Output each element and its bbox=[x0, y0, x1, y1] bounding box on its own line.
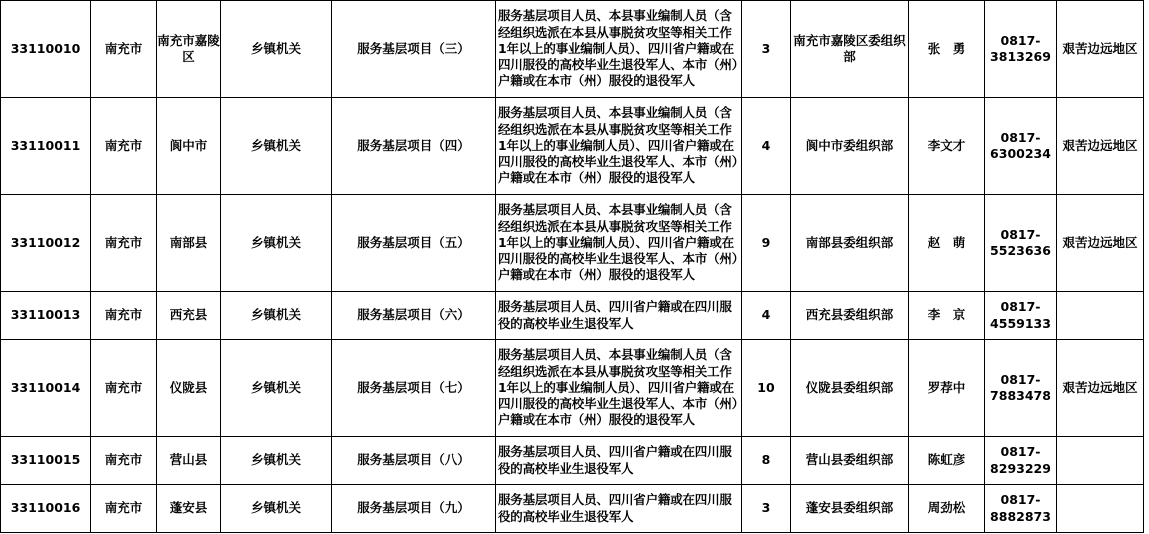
table-row bbox=[1, 1, 1144, 98]
org-cell: 乡镇机关 bbox=[221, 195, 332, 292]
unit-cell: 南部县委组织部 bbox=[791, 195, 909, 292]
count-cell: 10 bbox=[742, 340, 791, 437]
project-cell: 服务基层项目（九） bbox=[332, 485, 496, 533]
unit-cell: 蓬安县委组织部 bbox=[791, 485, 909, 533]
project-cell: 服务基层项目（三） bbox=[332, 1, 496, 98]
count-cell: 3 bbox=[742, 1, 791, 98]
requirement-cell: 服务基层项目人员、四川省户籍或在四川服役的高校毕业生退役军人 bbox=[496, 292, 742, 340]
requirement-cell: 服务基层项目人员、四川省户籍或在四川服役的高校毕业生退役军人 bbox=[496, 485, 742, 533]
position-code: 33110016 bbox=[1, 485, 91, 533]
unit-cell: 西充县委组织部 bbox=[791, 292, 909, 340]
phone-cell: 0817-5523636 bbox=[985, 195, 1057, 292]
position-code: 33110013 bbox=[1, 292, 91, 340]
unit-cell: 阆中市委组织部 bbox=[791, 98, 909, 195]
county-cell: 蓬安县 bbox=[157, 485, 221, 533]
table-row bbox=[1, 340, 1144, 437]
requirement-cell: 服务基层项目人员、本县事业编制人员（含经组织选派在本县从事脱贫攻坚等相关工作1年以上的事业编制人员）、四川省户籍或在四川服役的高校毕业生退役军人、本市（州）户籍或在本市（州）服役的退役军人 bbox=[496, 340, 742, 437]
area-cell: 艰苦边远地区 bbox=[1057, 98, 1144, 195]
phone-cell: 0817-8293229 bbox=[985, 437, 1057, 485]
unit-cell: 营山县委组织部 bbox=[791, 437, 909, 485]
city-cell: 南充市 bbox=[91, 1, 157, 98]
contact-cell: 周劲松 bbox=[909, 485, 985, 533]
county-cell: 阆中市 bbox=[157, 98, 221, 195]
count-cell: 9 bbox=[742, 195, 791, 292]
contact-cell: 张 勇 bbox=[909, 1, 985, 98]
project-cell: 服务基层项目（八） bbox=[332, 437, 496, 485]
position-code: 33110012 bbox=[1, 195, 91, 292]
position-code: 33110011 bbox=[1, 98, 91, 195]
city-cell: 南充市 bbox=[91, 340, 157, 437]
city-cell: 南充市 bbox=[91, 292, 157, 340]
count-cell: 8 bbox=[742, 437, 791, 485]
contact-cell: 罗荐中 bbox=[909, 340, 985, 437]
table-row bbox=[1, 485, 1144, 533]
project-cell: 服务基层项目（六） bbox=[332, 292, 496, 340]
city-cell: 南充市 bbox=[91, 98, 157, 195]
area-cell bbox=[1057, 437, 1144, 485]
requirement-cell: 服务基层项目人员、本县事业编制人员（含经组织选派在本县从事脱贫攻坚等相关工作1年以上的事业编制人员）、四川省户籍或在四川服役的高校毕业生退役军人、本市（州）户籍或在本市（州）服役的退役军人 bbox=[496, 98, 742, 195]
phone-cell: 0817-6300234 bbox=[985, 98, 1057, 195]
count-cell: 4 bbox=[742, 98, 791, 195]
contact-cell: 赵 萌 bbox=[909, 195, 985, 292]
city-cell: 南充市 bbox=[91, 195, 157, 292]
area-cell bbox=[1057, 485, 1144, 533]
contact-cell: 陈虹彦 bbox=[909, 437, 985, 485]
org-cell: 乡镇机关 bbox=[221, 340, 332, 437]
org-cell: 乡镇机关 bbox=[221, 98, 332, 195]
position-code: 33110014 bbox=[1, 340, 91, 437]
table-row bbox=[1, 292, 1144, 340]
table-row bbox=[1, 195, 1144, 292]
org-cell: 乡镇机关 bbox=[221, 1, 332, 98]
area-cell: 艰苦边远地区 bbox=[1057, 1, 1144, 98]
city-cell: 南充市 bbox=[91, 437, 157, 485]
area-cell bbox=[1057, 292, 1144, 340]
project-cell: 服务基层项目（四） bbox=[332, 98, 496, 195]
org-cell: 乡镇机关 bbox=[221, 485, 332, 533]
county-cell: 西充县 bbox=[157, 292, 221, 340]
city-cell: 南充市 bbox=[91, 485, 157, 533]
area-cell: 艰苦边远地区 bbox=[1057, 195, 1144, 292]
table-row bbox=[1, 437, 1144, 485]
position-code: 33110015 bbox=[1, 437, 91, 485]
table-row bbox=[1, 98, 1144, 195]
phone-cell: 0817-8882873 bbox=[985, 485, 1057, 533]
phone-cell: 0817-4559133 bbox=[985, 292, 1057, 340]
contact-cell: 李 京 bbox=[909, 292, 985, 340]
area-cell: 艰苦边远地区 bbox=[1057, 340, 1144, 437]
requirement-cell: 服务基层项目人员、本县事业编制人员（含经组织选派在本县从事脱贫攻坚等相关工作1年以上的事业编制人员）、四川省户籍或在四川服役的高校毕业生退役军人、本市（州）户籍或在本市（州）服役的退役军人 bbox=[496, 195, 742, 292]
phone-cell: 0817-3813269 bbox=[985, 1, 1057, 98]
county-cell: 仪陇县 bbox=[157, 340, 221, 437]
project-cell: 服务基层项目（五） bbox=[332, 195, 496, 292]
county-cell: 南部县 bbox=[157, 195, 221, 292]
county-cell: 南充市嘉陵区 bbox=[157, 1, 221, 98]
count-cell: 3 bbox=[742, 485, 791, 533]
contact-cell: 李文才 bbox=[909, 98, 985, 195]
county-cell: 营山县 bbox=[157, 437, 221, 485]
org-cell: 乡镇机关 bbox=[221, 437, 332, 485]
phone-cell: 0817-7883478 bbox=[985, 340, 1057, 437]
org-cell: 乡镇机关 bbox=[221, 292, 332, 340]
requirement-cell: 服务基层项目人员、本县事业编制人员（含经组织选派在本县从事脱贫攻坚等相关工作1年以上的事业编制人员）、四川省户籍或在四川服役的高校毕业生退役军人、本市（州）户籍或在本市（州）服役的退役军人 bbox=[496, 1, 742, 98]
position-code: 33110010 bbox=[1, 1, 91, 98]
unit-cell: 南充市嘉陵区委组织部 bbox=[791, 1, 909, 98]
requirement-cell: 服务基层项目人员、四川省户籍或在四川服役的高校毕业生退役军人 bbox=[496, 437, 742, 485]
count-cell: 4 bbox=[742, 292, 791, 340]
project-cell: 服务基层项目（七） bbox=[332, 340, 496, 437]
unit-cell: 仪陇县委组织部 bbox=[791, 340, 909, 437]
